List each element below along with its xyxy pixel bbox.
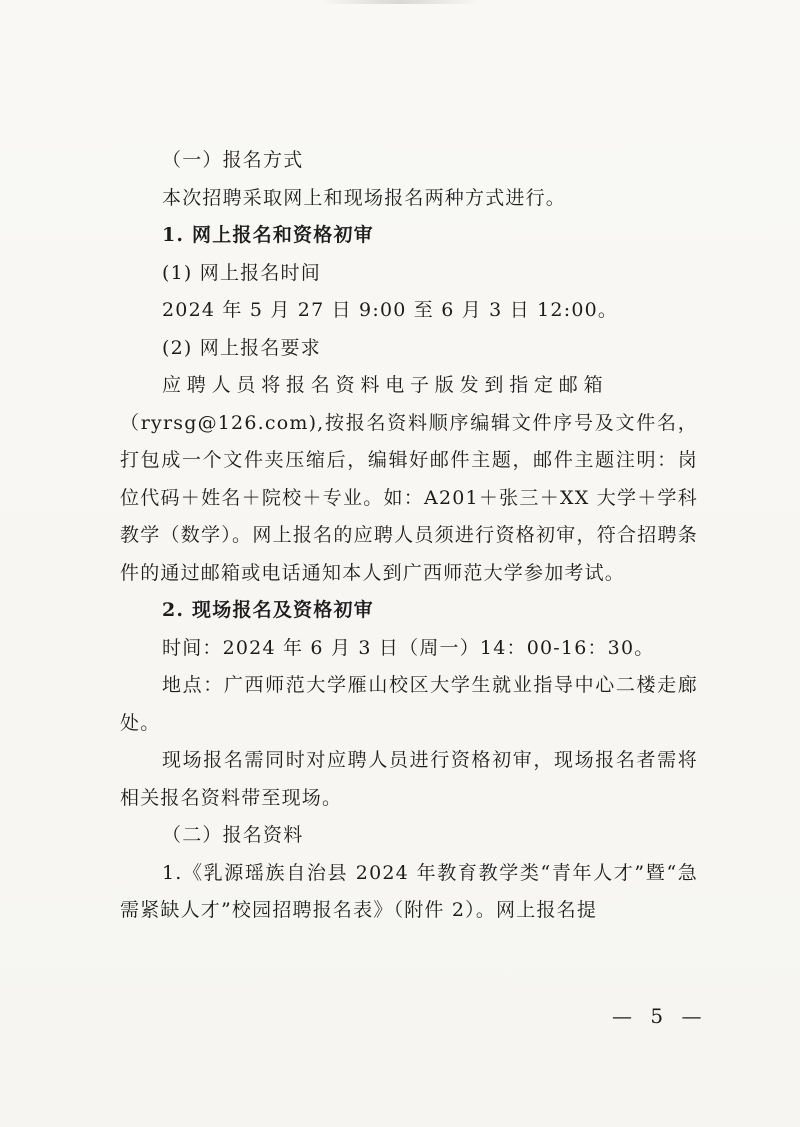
onsite-note: 现场报名需同时对应聘人员进行资格初审，现场报名者需将相关报名资料带至现场。	[120, 749, 698, 809]
online-requirements-line: 应聘人员将报名资料电子版发到指定邮箱	[162, 374, 609, 396]
online-time-value: 2024 年 5 月 27 日 9:00 至 6 月 3 日 12:00。	[162, 299, 619, 321]
materials-item-1: 1.《乳源瑶族自治县 2024 年教育教学类“青年人才”暨“急需紧缺人才”校园招聘报名表》（附件 2）。网上报名提	[120, 861, 698, 921]
page-number: — 5 —	[612, 1004, 708, 1028]
scan-artifact	[320, 0, 480, 4]
online-requirements-label: (2) 网上报名要求	[162, 336, 321, 359]
online-requirements-body: （ryrsg@126.com),按报名资料顺序编辑文件序号及文件名，打包成一个文件夹压缩后，编辑好邮件主题，邮件主题注明：岗位代码＋姓名＋院校＋专业。如：A201＋张三＋XX 大学＋学科教学（数学）。网上报名的应聘人员须进行资格初审，符合招聘条件的通过邮箱或电话通知本人到广西师范大学参加考试。	[120, 411, 698, 584]
onsite-location: 地点：广西师范大学雁山校区大学生就业指导中心二楼走廊处。	[120, 674, 698, 734]
section-heading-registration-materials: （二）报名资料	[162, 824, 304, 846]
intro-paragraph: 本次招聘采取网上和现场报名两种方式进行。	[162, 186, 567, 209]
section-heading-registration-method: （一）报名方式	[162, 149, 304, 171]
document-body	[120, 142, 698, 930]
onsite-time: 时间：2024 年 6 月 3 日（周一）14：00-16：30。	[162, 636, 655, 659]
heading-onsite-registration: 2. 现场报名及资格初审	[162, 599, 374, 621]
heading-online-registration: 1. 网上报名和资格初审	[162, 224, 374, 246]
online-time-label: (1) 网上报名时间	[162, 261, 321, 284]
